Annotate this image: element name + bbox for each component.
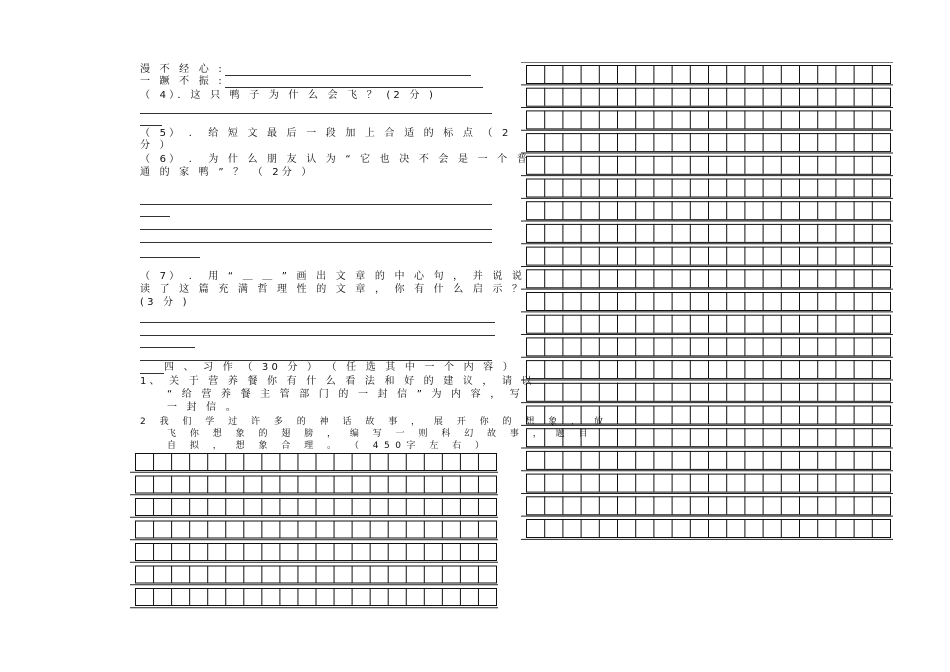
grid-row[interactable] xyxy=(527,496,891,515)
grid-row[interactable] xyxy=(527,269,891,288)
grid-row[interactable] xyxy=(136,476,497,494)
answer-blank-2[interactable] xyxy=(225,77,483,88)
option-2-line-1: 2 我 们 学 过 许 多 的 神 话 故 事 ， 展 开 你 的 想 象 ， 放 xyxy=(140,417,609,427)
grid-row[interactable] xyxy=(527,224,891,243)
grid-row[interactable] xyxy=(527,360,891,379)
grid-row[interactable] xyxy=(527,156,891,175)
question-5-line-1: （ 5） ． 给 短 文 最 后 一 段 加 上 合 适 的 标 点 （ 2 xyxy=(140,128,512,139)
answer-line-q7-2[interactable] xyxy=(140,335,495,336)
option-1-line-3: 一 封 信 。 xyxy=(167,402,239,413)
question-7-line-1: （ 7） ． 用 “ ＿ ＿ ” 画 出 文 章 的 中 心 句 ， 并 说 说 xyxy=(140,271,526,282)
answer-line-q4-2[interactable] xyxy=(140,125,162,126)
word-label-2: 一 蹶 不 振 : xyxy=(140,76,225,87)
grid-row[interactable] xyxy=(527,110,891,128)
answer-line-q6-4[interactable] xyxy=(140,242,492,243)
composition-grid-right[interactable] xyxy=(521,62,895,540)
grid-row[interactable] xyxy=(527,315,891,334)
grid-row[interactable] xyxy=(136,566,497,584)
word-label-1: 漫 不 经 心 : xyxy=(140,64,225,75)
question-6-line-1: （ 6） ． 为 什 么 朋 友 认 为 “ 它 也 决 不 会 是 一 个 普 xyxy=(140,154,530,165)
grid-row[interactable] xyxy=(527,201,891,220)
grid-row[interactable] xyxy=(136,453,497,471)
question-4: （ 4）．这 只 鸭 子 为 什 么 会 飞 ？ (2 分 ) xyxy=(140,90,437,101)
grid-row[interactable] xyxy=(527,179,891,198)
answer-line-q6-5[interactable] xyxy=(140,257,200,258)
grid-row[interactable] xyxy=(136,521,497,539)
answer-line-q7-3[interactable] xyxy=(140,347,195,348)
grid-row[interactable] xyxy=(136,543,497,561)
answer-line-q4-1[interactable] xyxy=(140,113,492,114)
grid-row[interactable] xyxy=(136,498,497,516)
composition-grid-left[interactable] xyxy=(130,452,500,610)
section-4-heading xyxy=(140,362,516,374)
option-1-line-1: 1、 关 于 营 养 餐 你 有 什 么 看 法 和 好 的 建 议 ， 请 以 xyxy=(140,376,535,387)
section-4-title: 四 、 习 作 （ 30 分 ） （ 任 选 其 中 一 个 内 容 ） xyxy=(164,362,516,373)
option-2-line-3: 自 拟 ， 想 象 合 理 。 （ 450字 左 右 ） xyxy=(167,441,490,451)
answer-line-q6-2[interactable] xyxy=(140,216,170,217)
answer-blank-1[interactable] xyxy=(225,65,471,76)
answer-line-q6-1[interactable] xyxy=(140,204,492,205)
word-item-1 xyxy=(140,64,471,76)
grid-row[interactable] xyxy=(527,383,891,402)
question-7-line-3: (3 分 ) xyxy=(140,297,190,308)
grid-row[interactable] xyxy=(527,88,891,107)
grid-row[interactable] xyxy=(527,247,891,266)
option-1-line-2: “ 给 营 养 餐 主 管 部 门 的 一 封 信 ” 为 内 容 ， 写 xyxy=(167,389,523,400)
answer-line-q7-1[interactable] xyxy=(140,322,495,323)
answer-line-q6-3[interactable] xyxy=(140,229,492,230)
answer-line-q7-4[interactable] xyxy=(140,360,492,361)
grid-row[interactable] xyxy=(527,65,891,84)
grid-row[interactable] xyxy=(527,451,891,470)
grid-row[interactable] xyxy=(527,428,891,447)
grid-row[interactable] xyxy=(527,474,891,493)
question-7-line-2: 读 了 这 篇 充 满 哲 理 性 的 文 章 ， 你 有 什 么 启 示 ？ xyxy=(140,284,526,295)
grid-row[interactable] xyxy=(136,588,497,606)
option-2-line-2: 飞 你 想 象 的 翅 膀 ， 编 写 一 则 科 幻 故 事 ， 题 目 xyxy=(167,429,593,439)
section-4-score-blank[interactable] xyxy=(140,363,164,374)
grid-row[interactable] xyxy=(527,519,891,538)
grid-row[interactable] xyxy=(527,292,891,311)
grid-row[interactable] xyxy=(527,406,891,425)
word-item-2 xyxy=(140,76,483,88)
grid-row[interactable] xyxy=(527,133,891,152)
question-6-line-2: 通 的 家 鸭 ” ？ （ 2分 ） xyxy=(140,167,315,178)
question-5-line-2: 分 ） xyxy=(140,140,173,151)
grid-row[interactable] xyxy=(527,337,891,356)
